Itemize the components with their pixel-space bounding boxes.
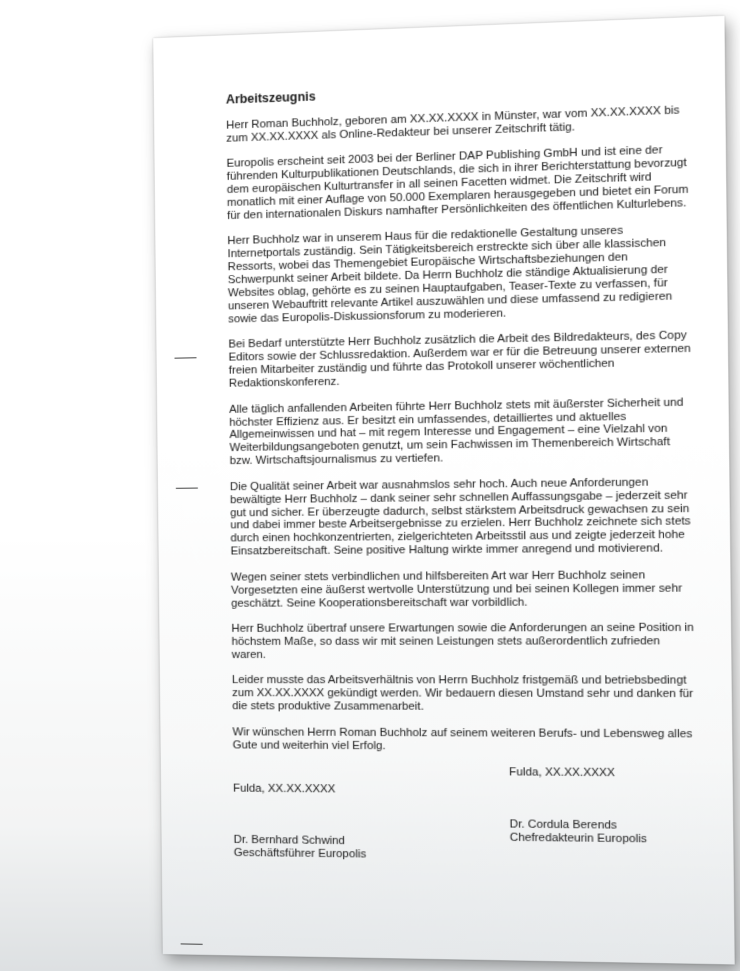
paragraph-closing: Wir wünschen Herrn Roman Buchholz auf seinem weiteren Berufs- und Lebensweg alles Gute und weiterhin viel Erfolg. [232, 725, 693, 752]
paragraph-duties: Herr Buchholz war in unserem Haus für die redaktionelle Gestaltung unseres Internetportals zuständig. Sein Tätigkeitsbereich erstreckte sich über alle klassischen Ressorts, wobei das Themengebiet Europäische Wirtschaftsbeziehungen den Schwerpunkt seiner Arbeit bildete. Da Herrn Buchholz die ständige Aktualisierung der Websites oblag, gehörte es zu seinen Hauptaufgaben, Teaser-Texte zu verfassen, für unseren Webauftritt relevante Artikel auszuwählen und diese umfassend zu redigieren sowie das Europolis-Diskussionsforum zu moderieren. [227, 225, 673, 326]
signature-block [233, 765, 702, 892]
paragraph-skills: Alle täglich anfallenden Arbeiten führte Herr Buchholz stets mit äußerster Sicherheit und höchster Effizienz aus. Er besitzt ein umfassendes, detailliertes und aktuelles Allgemeinwissen und hat – mit regem Interesse und Engagement – eine Vielzahl von Weiterbildungsangeboten genutzt, um sein Fachwissen im Themenbereich Wirtschaft bzw. Wirtschaftsjournalismus zu vertiefen. [229, 396, 684, 468]
signatory-name: Dr. Cordula Berends [509, 818, 617, 832]
signature-place-date: Fulda, XX.XX.XXXX [509, 766, 615, 780]
document-body [226, 77, 702, 892]
paragraph-conduct: Wegen seiner stets verbindlichen und hilfsbereiten Art war Herr Buchholz seinen Vorgesetzten eine äußerst wertvolle Unterstützung und bei seinen Kollegen immer sehr geschätzt. Seine Kooperationsbereitschaft war vorbildlich. [230, 568, 683, 610]
signatory-name: Dr. Bernhard Schwind [233, 833, 345, 848]
fold-mark-bottom [181, 943, 203, 944]
paragraph-intro: Herr Roman Buchholz, geboren am XX.XX.XXXX in Münster, war vom XX.XX.XXXX bis zum XX.XX.XXXX als Online-Redakteur bei unserer Zeitschrift tätig. [226, 104, 680, 145]
paragraph-quality: Die Qualität seiner Arbeit war ausnahmslos sehr hoch. Auch neue Anforderungen bewältigte Herr Buchholz – dank seiner sehr schnellen Auffassungsgabe – jederzeit sehr gut und sicher. Er überzeugte dadurch, selbst stärkstem Arbeitsdruck gewachsen zu sein und dabei immer beste Arbeitsergebnisse zu erzielen. Herr Buchholz zeichnete sich stets durch einen hochkonzentrierten, zielgerichteten Arbeitsstil aus und zeigte jederzeit hohe Einsatzbereitschaft. Seine positive Haltung wirkte immer anregend und motivierend. [229, 476, 691, 558]
signatory-role: Geschäftsführer Europolis [233, 846, 367, 861]
paragraph-company: Europolis erscheint seit 2003 bei der Berliner DAP Publishing GmbH und ist eine der führenden Kulturpublikationen Deutschlands, die sich in ihrer Berichterstattung bevorzugt dem europäischen Kulturtransfer in all seinen Facetten widmet. Die Zeitschrift wird monatlich mit einer Auflage von 50.000 Exemplaren herausgegeben und bietet ein Forum für den internationalen Diskurs namhafter Persönlichkeiten des öffentlichen Kulturlebens. [226, 144, 689, 223]
document-page [153, 16, 734, 965]
signature-left [233, 783, 437, 863]
document-title: Arbeitszeugnis [225, 89, 316, 107]
signatory-role: Chefredakteurin Europolis [509, 831, 647, 846]
signature-right [509, 766, 721, 847]
fold-mark [175, 357, 197, 358]
signature-place-date: Fulda, XX.XX.XXXX [233, 782, 336, 796]
paragraph-assessment: Herr Buchholz übertraf unsere Erwartungen sowie die Anforderungen an seine Position in höchstem Maße, so dass wir mit seinen Leistungen stets außerordentlich zufrieden waren. [231, 621, 694, 661]
paragraph-termination: Leider musste das Arbeitsverhältnis von Herrn Buchholz fristgemäß und betriebsbedingt zum XX.XX.XXXX gekündigt werden. Wir bedauern diesen Umstand sehr und danken für die stets produktive Zusammenarbeit. [231, 674, 694, 713]
paragraph-support: Bei Bedarf unterstützte Herr Buchholz zusätzlich die Arbeit des Bildredakteurs, des Copy Editors sowie der Schlussredaktion. Außerdem war er für die Betreuung unserer externen freien Mitarbeiter zuständig und führte das Protokoll unserer wöchentlichen Redaktionskonferenz. [228, 329, 691, 390]
punch-mark [176, 488, 198, 489]
